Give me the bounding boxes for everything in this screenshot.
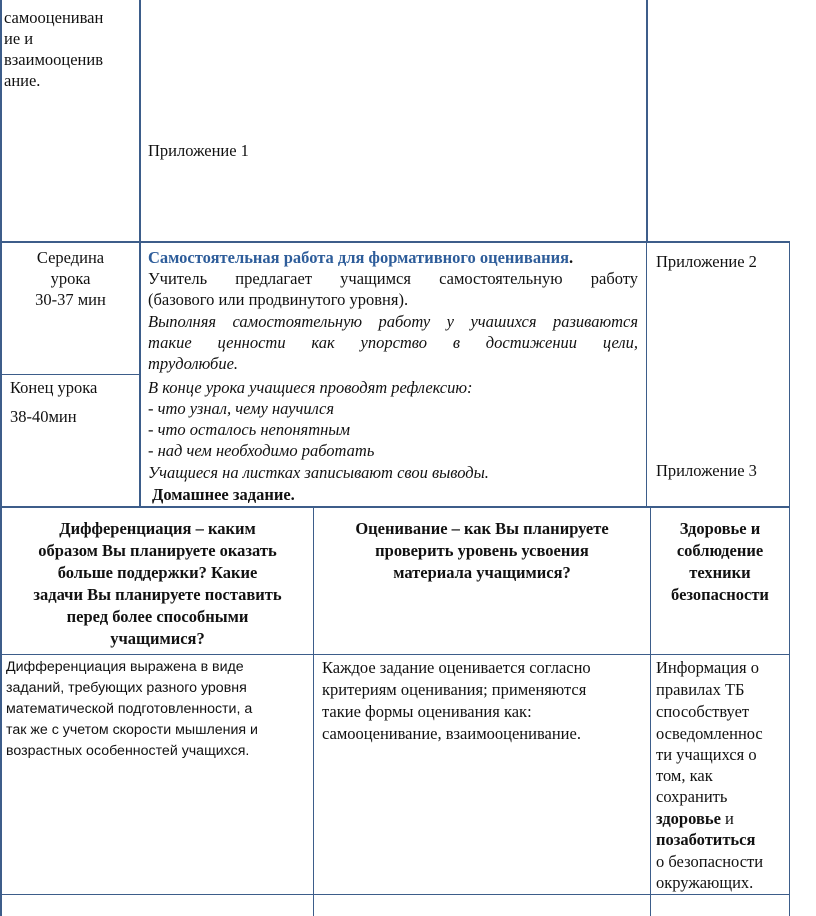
content-text (656, 808, 734, 829)
content-text: Информация о (656, 658, 759, 677)
grid-line (0, 241, 790, 243)
activity-text: В конце урока учащиеся проводят рефлексию: (148, 378, 473, 397)
content-text: Дифференциация выражена в виде (6, 659, 244, 675)
resource-label: Приложение 1 (148, 141, 249, 160)
content-text: о безопасности (656, 852, 764, 871)
content-text: Каждое задание оценивается согласно (322, 658, 591, 677)
grid-line (0, 374, 140, 375)
resource-label: Приложение 3 (656, 461, 757, 480)
homework-label: Домашнее задание. (152, 485, 295, 504)
activity-heading (148, 247, 573, 268)
grid-line (646, 242, 647, 507)
header-text: техники (689, 563, 751, 582)
stage-text: урока (50, 269, 91, 288)
stage-text: ие и (4, 29, 34, 48)
header-text: учащимися? (110, 629, 205, 648)
grid-line (0, 0, 2, 916)
grid-line (0, 506, 790, 508)
content-text: сохранить (656, 787, 728, 806)
grid-line (0, 894, 790, 895)
content-text: самооценивание, взаимооценивание. (322, 724, 581, 743)
content-text: возрастных особенностей учащихся. (6, 743, 250, 759)
activity-text: - что узнал, чему научился (148, 399, 335, 418)
activity-text: Учитель предлагает учащимся самостоятельную работу (148, 269, 638, 288)
activity-text: Учащиеся на листках записывают свои выводы. (148, 463, 489, 482)
header-text: Оценивание – как Вы планируете (355, 519, 609, 538)
activity-text: (базового или продвинутого уровня). (148, 290, 409, 309)
heading-end: . (569, 248, 574, 267)
header-text: перед более способными (66, 607, 249, 626)
stage-text: самооцениван (4, 8, 104, 27)
grid-line (139, 0, 141, 507)
content-text: такие формы оценивания как: (322, 702, 532, 721)
header-text: соблюдение (676, 541, 764, 560)
content-text: осведомленнос (656, 724, 763, 743)
content-text: правилах ТБ (656, 680, 745, 699)
bold-word-care: позаботиться (656, 830, 756, 849)
activity-text: такие ценности как упорство в достижении цели, (148, 333, 638, 352)
header-text: Дифференциация – каким (59, 519, 256, 538)
content-text: способствует (656, 702, 750, 721)
content-text: ти учащихся о (656, 745, 757, 764)
stage-text: Конец урока (10, 378, 98, 397)
resource-label: Приложение 2 (656, 252, 757, 271)
activity-text: Выполняя самостоятельную работу у учашихся разиваются (148, 312, 638, 331)
header-text: образом Вы планируете оказать (38, 541, 277, 560)
stage-text: 30-37 мин (35, 290, 106, 309)
content-text: критериям оценивания; применяются (322, 680, 587, 699)
stage-text: ание. (4, 71, 41, 90)
content-text: заданий, требующих разного уровня (6, 680, 247, 696)
header-text: задачи Вы планируете поставить (33, 585, 282, 604)
heading-text: Самостоятельная работа для формативного оценивания (148, 248, 570, 267)
bold-word-health: здоровье (656, 809, 721, 828)
header-text: безопасности (671, 585, 769, 604)
activity-text: - над чем необходимо работать (148, 441, 375, 460)
stage-text: взаимооценив (4, 50, 104, 69)
header-text: материала учащимися? (393, 563, 571, 582)
grid-line (646, 0, 648, 242)
conjunction: и (720, 809, 734, 828)
stage-text: 38-40мин (10, 407, 77, 426)
grid-line (0, 654, 790, 655)
content-text: том, как (656, 766, 713, 785)
activity-text: трудолюбие. (148, 354, 239, 373)
content-text: окружающих. (656, 873, 754, 892)
stage-text: Середина (36, 248, 105, 267)
activity-text: - что осталось непонятным (148, 420, 350, 439)
header-text: больше поддержки? Какие (57, 563, 258, 582)
header-text: проверить уровень усвоения (375, 541, 589, 560)
content-text: математической подготовленности, а (6, 701, 253, 717)
content-text: так же с учетом скорости мышления и (6, 722, 258, 738)
header-text: Здоровье и (679, 519, 761, 538)
grid-line (789, 242, 790, 916)
